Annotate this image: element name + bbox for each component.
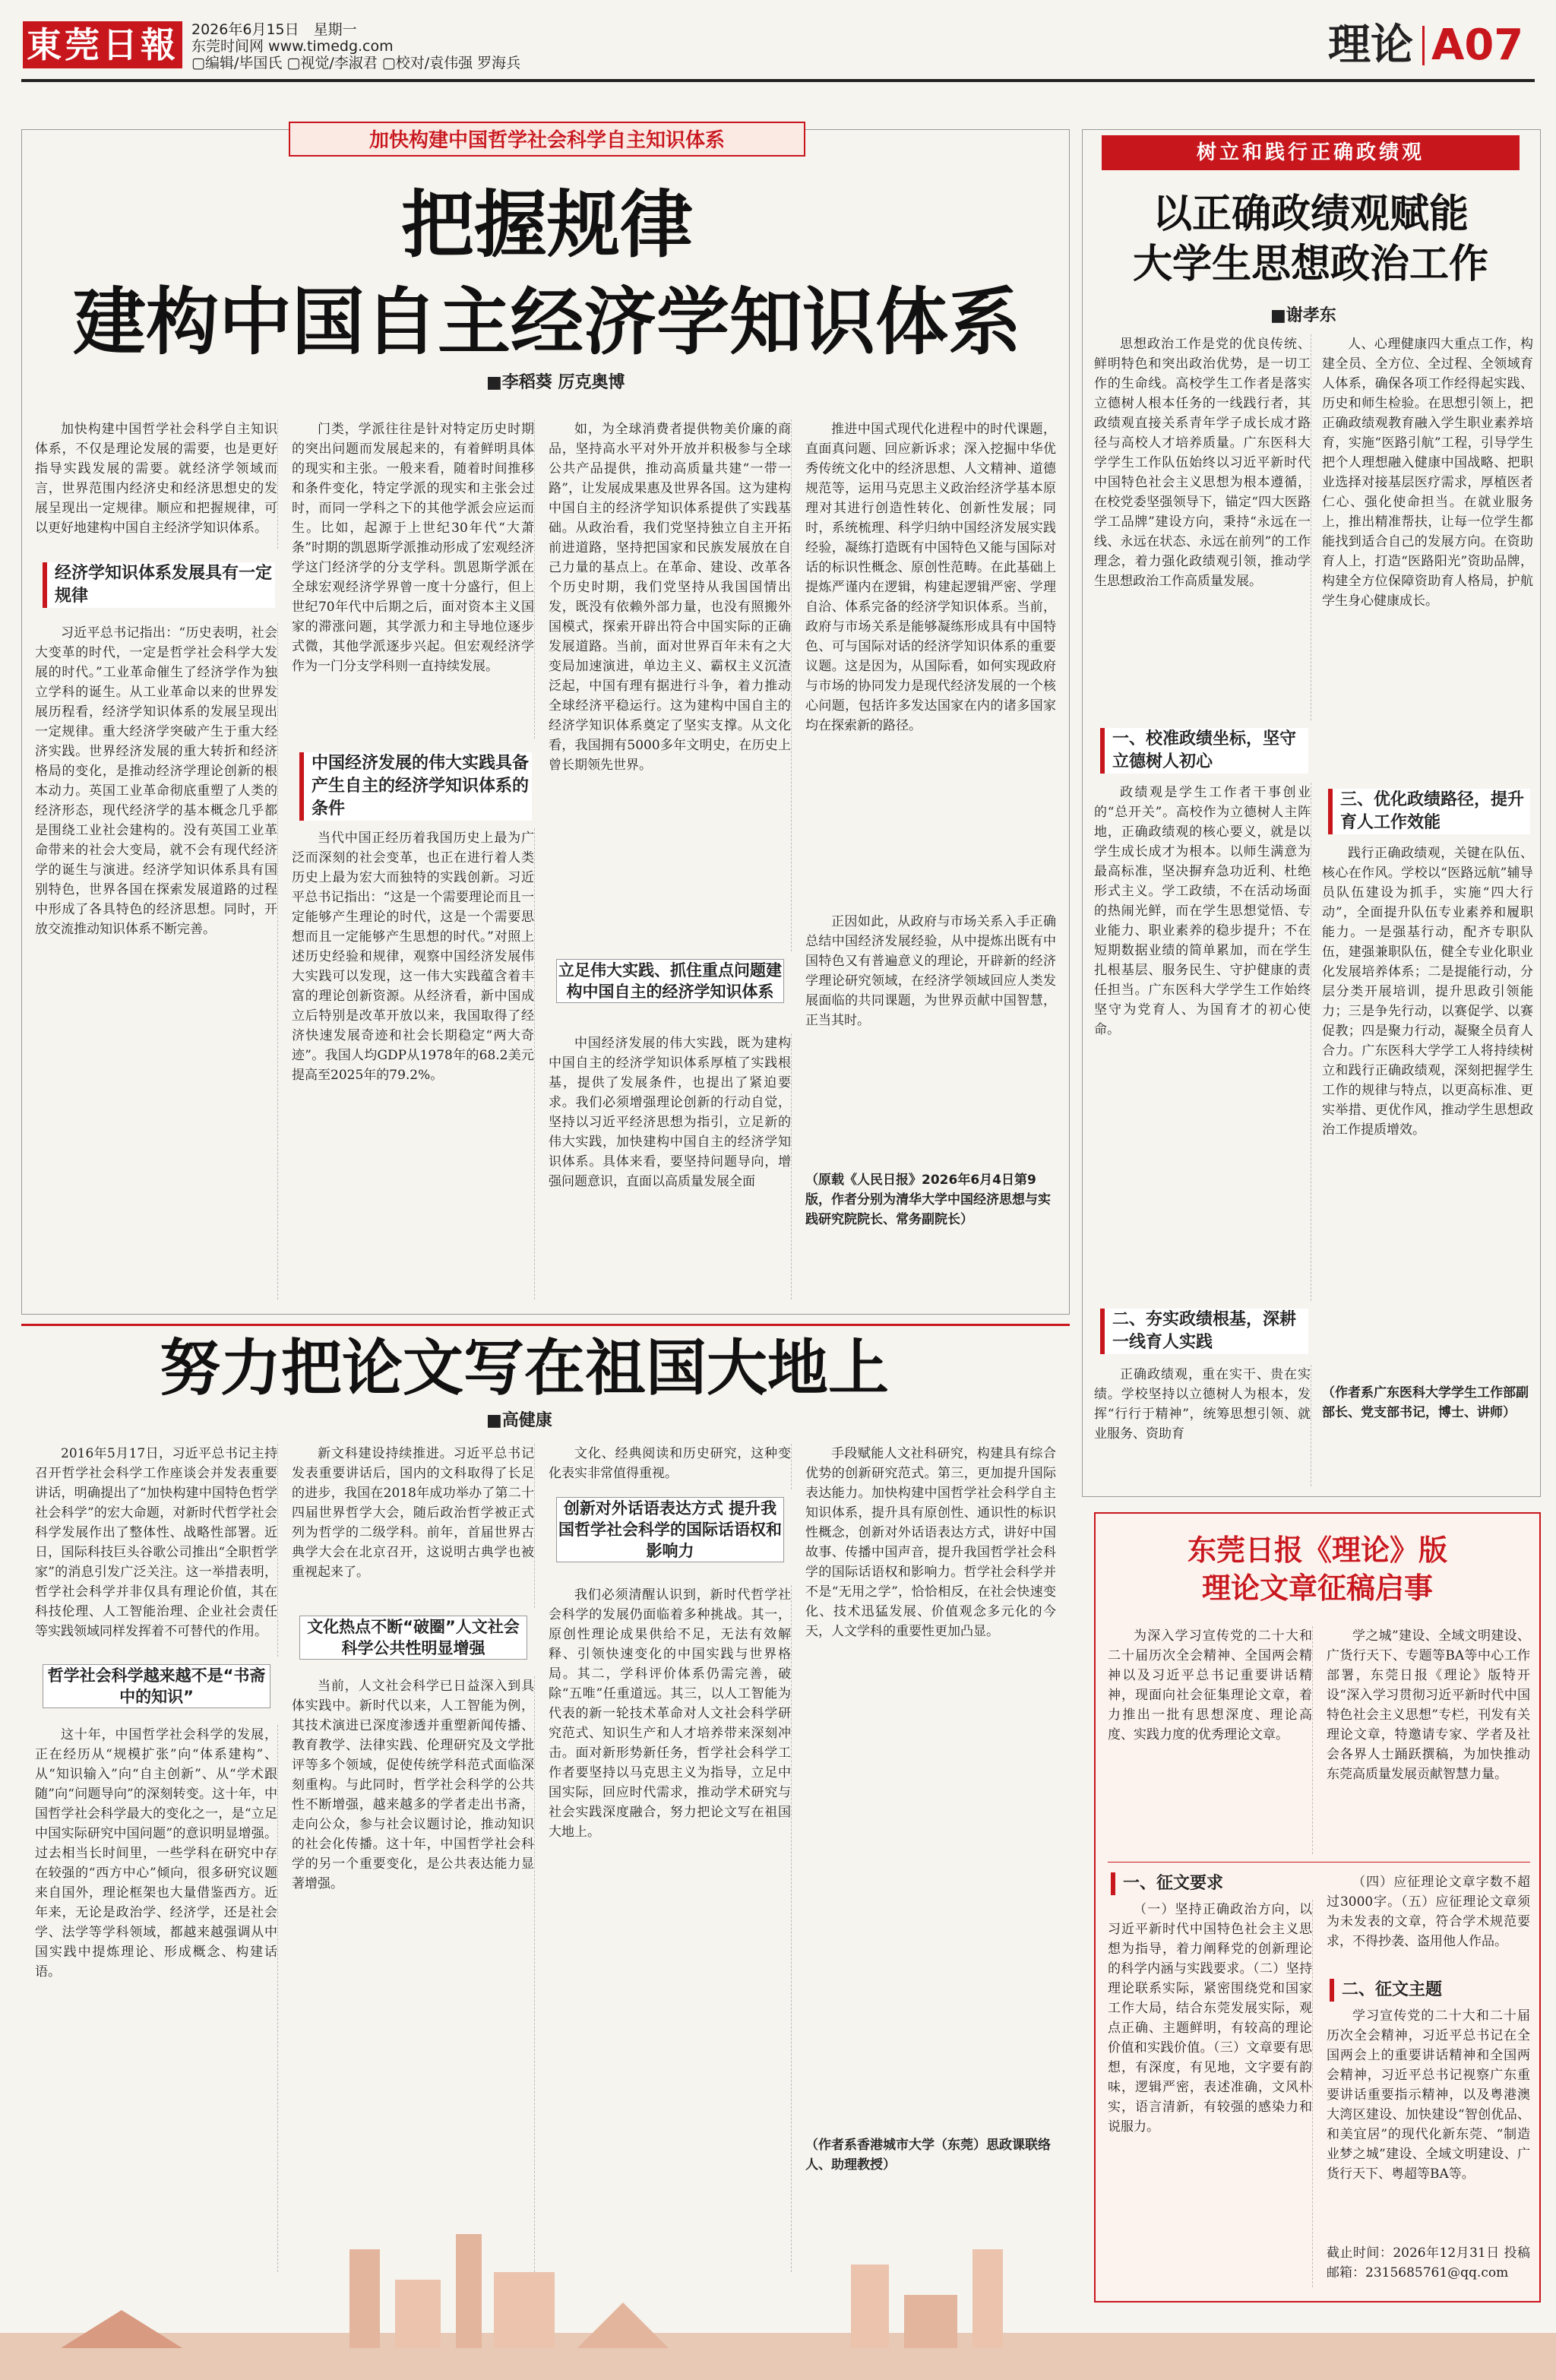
article1-subheading-1: 经济学知识体系发展具有一定规律 bbox=[43, 562, 275, 608]
skyline-roof bbox=[577, 2302, 669, 2348]
article1-byline: ■李稻葵 厉克奥博 bbox=[486, 373, 625, 392]
notice-deadline: 截止时间：2026年12月31日 投稿邮箱：2315685761@qq.com bbox=[1327, 2245, 1530, 2280]
article3-col3-body2: 我们必须清醒认识到，新时代哲学社会科学的发展仍面临着多种挑战。其一，原创性理论成果供给不足，无法有效解释、引领快速变化的中国实践与世界格局。其二，学科评价体系仍需完善，破除“五唯”任重道远。其三，以人工智能为代表的新一轮技术革命对人文社会科学研究范式、知识生产和人才培养带来深刻冲击。面对新形势新任务，哲学社会科学工作者要坚持以马克思主义为指导，立足中国实际，回应时代需求，推动学术研究与社会实践深度融合，努力把论文写在祖国大地上。 bbox=[549, 1585, 792, 2272]
notice-divider bbox=[1108, 1862, 1530, 1863]
article1-lead: 加快构建中国哲学社会科学自主知识体系，不仅是理论发展的需要，也是更好指导实践发展的需要。就经济学领域而言，世界范围内经济史和经济思想史的发展呈现出一定规律。顺应和把握规律，可以更好地建构中国自主经济学知识体系。 bbox=[35, 419, 278, 549]
article1-banner: 加快构建中国哲学社会科学自主知识体系 bbox=[289, 122, 805, 157]
article3-subheading-1: 哲学社会科学越来越不是“书斋中的知识” bbox=[43, 1664, 270, 1708]
site-line: 东莞时间网 www.timedg.com bbox=[191, 38, 394, 55]
article3-col3-body: 文化、经典阅读和历史研究，这种变化表实非常值得重视。 bbox=[549, 1444, 792, 1489]
page-number: A07 bbox=[1431, 21, 1524, 70]
article1-col1-body: 习近平总书记指出：“历史表明，社会大变革的时代，一定是哲学社会科学大发展的时代。”工业革命催生了经济学作为独立学科的诞生。从工业革命以来的世界发展历程看，经济学知识体系的发展呈现出一定规律。重大经济学突破产生于重大经济实践。世界经济发展的重大转折和经济格局的变化，是推动经济学理论创新的根本动力。英国工业革命彻底重塑了人类的经济形态，现代经济学的基本概念几乎都是围绕工业社会建构的。没有英国工业革命带来的社会大变局，就不会有现代经济学的诞生与演进。经济学知识体系具有国别特色，世界各国在探索发展道路的过程中形成了各具特色的经济思想。同时，开放交流推动知识体系不断完善。 bbox=[35, 623, 278, 1299]
article1-source-note: （原载《人民日报》2026年6月4日第9版，作者分别为清华大学中国经济思想与实践研究院院长、常务副院长） bbox=[805, 1173, 1051, 1227]
section-name: 理论 bbox=[1328, 21, 1413, 70]
article3-col1-body: 2016年5月17日，习近平总书记主持召开哲学社会科学工作座谈会并发表重要讲话，明确提出了“加快构建中国特色哲学社会科学”的宏大命题，对新时代哲学社会科学发展作出了整体性、战略性部署。近日，国际科技巨头谷歌公司推出“全职哲学家”的消息引发广泛关注。这一举措表明，哲学社会科学并非仅具有理论价值，其在科技伦理、人工智能治理、企业社会责任等实践领域同样发挥着不可替代的作用。 bbox=[35, 1444, 278, 1657]
article3-byline: ■高健康 bbox=[486, 1411, 552, 1430]
article1-title-line2: 建构中国自主经济学知识体系 bbox=[73, 279, 1021, 365]
skyline-tower-2 bbox=[395, 2280, 441, 2348]
skyline-tower-3 bbox=[456, 2234, 482, 2348]
article3-col1-body2: 这十年，中国哲学社会科学的发展，正在经历从“规模扩张”向“体系建构”、从“知识输入”向“自主创新”、从“学术跟随”向“问题导向”的深刻转变。这十年，中国哲学社会科学最大的变化之一，是“立足中国实际研究中国问题”的意识明显增强。过去相当长时间里，一些学科在研究中存在较强的“西方中心”倾向，很多研究议题来自国外，理论框架也大量借鉴西方。近年来，无论是政治学、经济学，还是社会学、法学等学科领域，都越来越强调从中国实践中提炼理论、形成概念、构建话语。 bbox=[35, 1725, 278, 2272]
article2-subheading-1: 一、校准政绩坐标，坚守立德树人初心 bbox=[1100, 728, 1308, 774]
notice-requirements-body2: （四）应征理论文章字数不超过3000字。（五）应征理论文章须为未发表的文章，符合学术规范要求，不得抄袭、盗用他人作品。 bbox=[1327, 1875, 1530, 1949]
skyline-decoration bbox=[0, 2219, 1556, 2380]
article3-col2-body2: 当前，人文社会科学已日益深入到具体实践中。新时代以来，人工智能为例，其技术演进已深度渗透并重塑新闻传播、教育教学、法律实践、伦理研究及文学批评等多个领域，促使传统学科范式面临深刻重构。与此同时，哲学社会科学的公共性不断增强，越来越多的学者走出书斋，走向公众，参与社会议题讨论，推动知识的社会化传播。这十年，中国哲学社会科学的另一个重要变化，是公共表达能力显著增强。 bbox=[292, 1676, 535, 2272]
notice-title-line1: 东莞日报《理论》版 bbox=[1187, 1533, 1447, 1567]
article3-col2-body: 新文科建设持续推进。习近平总书记发表重要讲话后，国内的文科取得了长足的进步，我国在2018年成功举办了第二十四届世界哲学大会，随后政治哲学被正式列为哲学的二级学科。前年，首届世界古典学大会在北京召开，这说明古典学也被重视起来了。 bbox=[292, 1444, 535, 1608]
article2-title-line2: 大学生思想政治工作 bbox=[1132, 241, 1488, 287]
article1-subheading-3: 立足伟大实践、抓住重点问题建构中国自主的经济学知识体系 bbox=[556, 959, 784, 1003]
editors-line: ▢编辑/毕国氏 ▢视觉/李淑君 ▢校对/袁伟强 罗海兵 bbox=[191, 55, 521, 71]
article2-col2-body2: 践行正确政绩观，关键在队伍、核心在作风。学校以“医路远航”辅导员队伍建设为抓手，实施“四大行动”，全面提升队伍专业素养和履职能力。一是强基行动，配齐专职队伍，建强兼职队伍，健全专业化职业化发展培养体系；二是提能行动，分层分类开展培训，提升思政引领能力；三是争先行动，以赛促学、以赛促教；四是聚力行动，凝聚全员育人合力。广东医科大学学工人将持续树立和践行正确政绩观，深刻把握学生工作的规律与特点，以更高标准、更实举措、更优作风，推动学生思想政治工作提质增效。 bbox=[1322, 846, 1533, 1138]
article2-col2-body: 人、心理健康四大重点工作，构建全员、全方位、全过程、全领域育人体系，确保各项工作经得起实践、历史和师生检验。在思想引领上，把正确政绩观教育融入学生职业素养培育，实施“医路引航”工程，引导学生把个人理想融入健康中国战略、把职业选择对接基层医疗需求，厚植医者仁心、强化使命担当。在就业服务上，推出精准帮扶，让每一位学生都能找到适合自己的发展方向。在资助育人上，打造“医路阳光”资助品牌，构建全方位保障资助育人格局，护航学生身心健康成长。 bbox=[1322, 337, 1533, 609]
notice-lead: 为深入学习宣传党的二十大和二十届历次全会精神、全国两会精神以及习近平总书记重要讲话精神，现面向社会征集理论文章，着力推出一批有思想深度、理论高度、实践力度的优秀理论文章。 bbox=[1108, 1626, 1313, 1854]
skyline-tower-7 bbox=[972, 2249, 1003, 2348]
newspaper-logo: 東莞日報 bbox=[23, 21, 182, 68]
article1-col2-body: 门类，学派往往是针对特定历史时期的突出问题而发展起来的，有着鲜明具体的现实和主张。一般来看，随着时间推移和条件变化，特定学派的现实和主张会过时，而同一学科之下的其他学派会应运而生。比如，起源于上世纪30年代“大萧条”时期的凯恩斯学派推动形成了宏观经济学这门经济学的分支学科。凯恩斯学派在全球宏观经济学界曾一度十分盛行，但上世纪70年代中后期之后，面对资本主义国家的滞涨问题，其学派力和主导地位逐步式微，其他学派逐步兴起。但宏观经济学作为一门分支学科则一直持续发展。 bbox=[292, 419, 535, 739]
article3-subheading-2: 文化热点不断“破圈”人文社会科学公共性明显增强 bbox=[299, 1616, 527, 1660]
article1-col4-body2: 正因如此，从政府与市场关系入手正确总结中国经济发展经验，从中提炼出既有中国特色又有普遍意义的理论，开辟新的经济学理论研究领域，在经济学领域回应人类发展面临的共同课题，为世界贡献中国智慧，正当其时。 bbox=[805, 914, 1056, 1028]
skyline-tower-4 bbox=[494, 2272, 555, 2348]
section-divider bbox=[1422, 26, 1425, 65]
notice-theme-body: 学习宣传党的二十大和二十届历次全会精神，习近平总书记在全国两会上的重要讲话精神和全国两会精神，习近平总书记视察广东重要讲话重要指示精神，以及粤港澳大湾区建设、加快建设“智创优品、和美宜居”的现代化新东莞、“制造业梦之城”建设、全域文明建设、广货行天下、粤超等BA等。 bbox=[1327, 2008, 1530, 2182]
skyline-ship bbox=[61, 2310, 182, 2348]
article2-subheading-2: 三、优化政绩路径，提升育人工作效能 bbox=[1328, 789, 1530, 834]
skyline-tower-5 bbox=[851, 2264, 889, 2348]
article3-top-rule bbox=[21, 1324, 1070, 1326]
article3-title: 努力把论文写在祖国大地上 bbox=[160, 1332, 889, 1404]
article2-col1-body2: 政绩观是学生工作者干事创业的“总开关”。高校作为立德树人主阵地，正确政绩观的核心要义，就是以学生成长成才为根本。以师生满意为最高标准，坚决摒弃急功近利、杜绝形式主义。学工政绩，不在活动场面的热闹光鲜，而在学生思想觉悟、专业能力、职业素养的稳步提升；不在短期数据业绩的简单累加，而在学生扎根基层、服务民生、守护健康的责任担当。广东医科大学学生工作始终坚守为党育人、为国育才的初心使命。 bbox=[1094, 783, 1311, 1301]
notice-lead-continued: 学之城”建设、全域文明建设、广货行天下、专题等BA等中心工作部署，东莞日报《理论》版特开设“深入学习贯彻习近平新时代中国特色社会主义思想”专栏，刊发有关理论文章，特邀请专家、学者及社会各界人士踊跃撰稿，为加快推动东莞高质量发展贡献智慧力量。 bbox=[1327, 1628, 1530, 1782]
article2-author-note: （作者系广东医科大学学生工作部副部长、党支部书记，博士、讲师） bbox=[1322, 1385, 1529, 1420]
notice-title-line2: 理论文章征稿启事 bbox=[1201, 1571, 1433, 1605]
article3-col4-body: 手段赋能人文社科研究，构建具有综合优势的创新研究范式。第三，更加提升国际表达能力。加快构建中国哲学社会科学自主知识体系，提升具有原创性、通识性的标识性概念，创新对外话语表达方式，讲好中国故事、传播中国声音，提升我国哲学社会科学的国际话语权和影响力。哲学社会科学并不是“无用之学”，恰恰相反，在社会快速变化、技术迅猛发展、价值观念多元化的今天，人文学科的重要性更加凸显。 bbox=[805, 1446, 1056, 1639]
article1-col3-body2: 中国经济发展的伟大实践，既为建构中国自主的经济学知识体系厚植了实践根基，提供了发展条件，也提出了紧迫要求。我们必须增强理论创新的行动自觉，坚持以习近平经济思想为指引，立足新的伟大实践，加快建构中国自主的经济学知识体系。具体来看，要坚持问题导向，增强问题意识，直面以高质量发展全面 bbox=[549, 1033, 792, 1299]
article2-col1-body3: 正确政绩观，重在实干、贵在实绩。学校坚持以立德树人为根本，发挥“行行于精神”，统筹思想引领、就业服务、资助育 bbox=[1094, 1365, 1311, 1486]
article2-title-line1: 以正确政绩观赋能 bbox=[1152, 191, 1469, 237]
article3-author-note: （作者系香港城市大学（东莞）思政课联络人、助理教授） bbox=[805, 2138, 1051, 2173]
article2-byline: ■谢孝东 bbox=[1270, 306, 1336, 325]
skyline-tower-1 bbox=[349, 2249, 380, 2348]
article1-subheading-2: 中国经济发展的伟大实践具备产生自主的经济学知识体系的条件 bbox=[299, 752, 532, 821]
masthead-rule bbox=[21, 79, 1535, 82]
notice-requirements-heading: 一、征文要求 bbox=[1111, 1872, 1308, 1895]
article2-subheading-3: 二、夯实政绩根基，深耕一线育人实践 bbox=[1100, 1309, 1308, 1354]
notice-theme-heading: 二、征文主题 bbox=[1330, 1979, 1524, 2002]
article1-col2-body2: 当代中国正经历着我国历史上最为广泛而深刻的社会变革，也正在进行着人类历史上最为宏大而独特的实践创新。习近平总书记指出：“这是一个需要理论而且一定能够产生理论的时代，这是一个需要思想而且一定能够产生思想的时代。”对照上述历史经验和规律，观察中国经济发展伟大实践可以发现，这一伟大实践蕴含着丰富的理论创新资源。从经济看，新中国成立后特别是改革开放以来，我国取得了经济快速发展奇迹和社会长期稳定“两大奇迹”。我国人均GDP从1978年的68.2美元提高至2025年的79.2%。 bbox=[292, 828, 535, 1299]
skyline-tower-6 bbox=[904, 2295, 957, 2348]
article2-col1-body: 思想政治工作是党的优良传统、鲜明特色和突出政治优势，是一切工作的生命线。高校学生工作者是落实立德树人根本任务的一线践行者，其政绩观直接关系青年学子成长成才路径与高校人才培养质量。广东医科大学学生工作队伍始终以习近平新时代中国特色社会主义思想为根本遵循，在校党委坚强领导下，锚定“四大医路学工品牌”建设方向，秉持“永远在一线、永远在状态、永远在前列”的工作理念，着力强化政绩观引领，推动学生思想政治工作高质量发展。 bbox=[1094, 334, 1311, 720]
article2-banner: 树立和践行正确政绩观 bbox=[1102, 135, 1520, 170]
article1-col4-body: 推进中国式现代化进程中的时代课题，直面真问题、回应新诉求；深入挖掘中华优秀传统文化中的经济思想、人文精神、道德规范等，运用马克思主义政治经济学基本原理对其进行创造性转化、创新性发展；同时，系统梳理、科学归纳中国经济发展实践经验，凝练打造既有中国特色又能与国际对话的标识性概念、原创性范畴。在此基础上提炼严谨内在逻辑，构建起逻辑严密、学理自洽、体系完备的经济学知识体系。当前，政府与市场关系是能够凝练形成具有中国特色、可与国际对话的经济学知识体系的重要议题。这是因为，从国际看，如何实现政府与市场的协同发力是现代经济发展的一个核心问题，包括许多发达国家在内的诸多国家均在探索新的路径。 bbox=[805, 422, 1056, 733]
issue-date: 2026年6月15日 星期一 bbox=[191, 21, 357, 38]
skyline-ground bbox=[0, 2333, 1556, 2380]
notice-requirements-body: （一）坚持正确政治方向，以习近平新时代中国特色社会主义思想为指导，着力阐释党的创新理论的科学内涵与实践要求。（二）坚持理论联系实际，紧密围绕党和国家工作大局，结合东莞发展实际，观点正确、主题鲜明，有较高的理论价值和实践价值。（三）文章要有思想，有深度，有见地，文字要有韵味，逻辑严密，表述准确，文风朴实，语言清新，有较强的感染力和说服力。 bbox=[1108, 1900, 1313, 2287]
article1-title-line1: 把握规律 bbox=[401, 182, 693, 267]
article3-subheading-3: 创新对外话语表达方式 提升我国哲学社会科学的国际话语权和影响力 bbox=[556, 1497, 784, 1562]
article1-col3-body: 如，为全球消费者提供物美价廉的商品，坚持高水平对外开放并积极参与全球公共产品提供，推动高质量共建“一带一路”，让发展成果惠及世界各国。这为建构中国自主的经济学知识体系提供了实践基础。从政治看，我们党坚持独立自主开拓前进道路，坚持把国家和民族发展放在自己力量的基点上。在革命、建设、改革各个历史时期，我们党坚持从我国国情出发，既没有依赖外部力量，也没有照搬外国模式，探索开辟出符合中国实际的正确发展道路。当前，面对世界百年未有之大变局加速演进，单边主义、霸权主义沉渣泛起，中国有理有据进行斗争，着力推动全球经济平稳运行。这为建构中国自主的经济学知识体系奠定了坚实支撑。从文化看，我国拥有5000多年文明史，在历史上曾长期领先世界。 bbox=[549, 419, 792, 951]
